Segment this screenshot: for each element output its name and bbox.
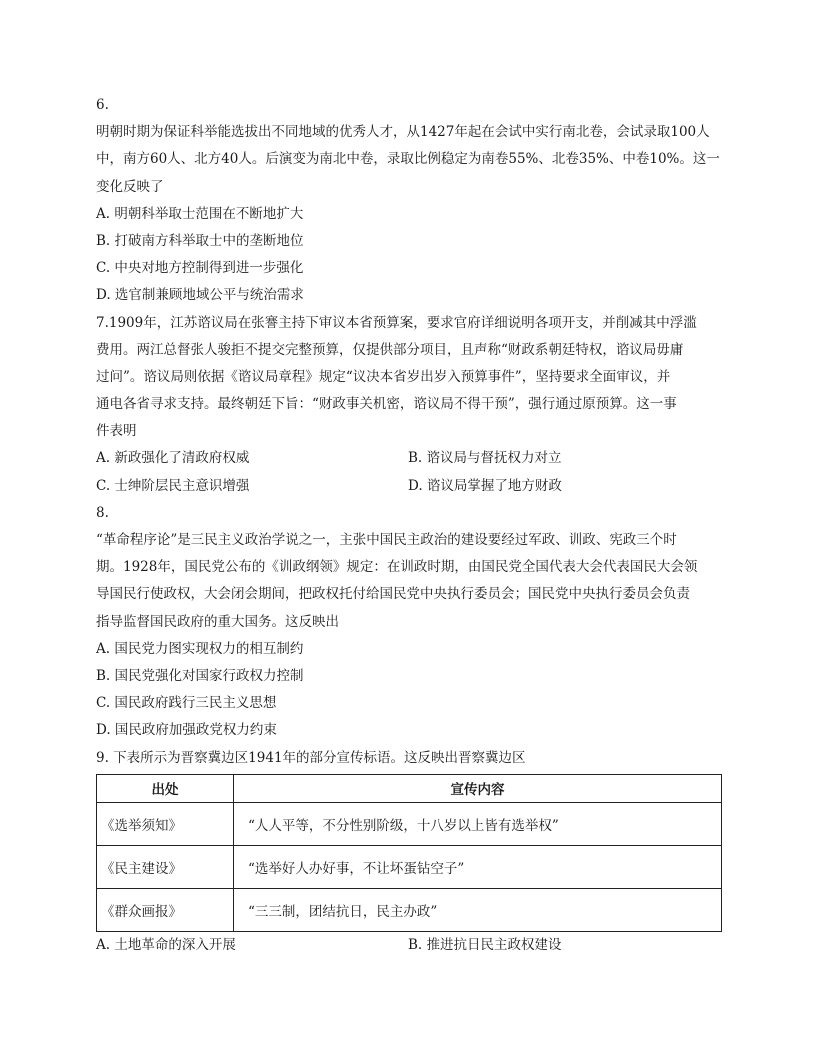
question-6 [96,92,724,310]
slogan-table [96,774,722,932]
option-d: D. 谘议局掌握了地方财政 [408,477,562,494]
question-stem-line: 指导监督国民政府的重大国务。这反映出 [96,613,339,630]
option-b: B. 打破南方科举取士中的垄断地位 [96,232,304,249]
question-stem-line: 费用。两江总督张人骏拒不提交完整预算，仅提供部分项目，且声称“财政系朝廷特权，谘议局毋庸 [96,341,684,358]
table-header-content: 宣传内容 [234,774,722,802]
table-row [97,802,722,845]
table-header-source: 出处 [97,774,234,802]
question-stem-line: 件表明 [96,423,137,440]
question-stem-line: 通电各省寻求支持。最终朝廷下旨：“财政事关机密，谘议局不得干预”，强行通过原预算。这一事 [96,396,677,413]
question-stem-line: 9. 下表所示为晋察冀边区1941年的部分宣传标语。这反映出晋察冀边区 [96,749,526,766]
question-number: 6. [96,97,109,113]
option-a: A. 土地革命的深入开展 [96,936,236,953]
option-row [96,473,724,500]
question-stem-line: 变化反映了 [96,178,164,195]
table-cell-content: “人人平等，不分性别阶级，十八岁以上皆有选举权” [234,802,722,845]
question-9 [96,745,724,959]
exam-page [96,92,724,959]
question-8 [96,500,724,745]
question-stem-line: 明朝时期为保证科举能选拔出不同地域的优秀人才，从1427年起在会试中实行南北卷，会试录取100人 [96,124,710,141]
table-cell-source: 《群众画报》 [97,888,234,931]
option-a: A. 新政强化了清政府权威 [96,450,250,467]
table-cell-source: 《民主建设》 [97,845,234,888]
option-b: B. 国民党强化对国家行政权力控制 [96,667,304,684]
option-d: D. 选官制兼顾地域公平与统治需求 [96,287,304,304]
question-stem-line: 7.1909年，江苏谘议局在张謇主持下审议本省预算案，要求官府详细说明各项开支，并削减其中浮滥 [96,314,697,331]
question-stem-line: 过问”。谘议局则依据《谘议局章程》规定“议决本省岁出岁入预算事件”，坚持要求全面审议，并 [96,368,671,385]
table-cell-source: 《选举须知》 [97,802,234,845]
question-stem-line: 导国民行使政权，大会闭会期间，把政权托付给国民党中央执行委员会；国民党中央执行委员会负责 [96,586,690,603]
option-a: A. 国民党力图实现权力的相互制约 [96,640,304,657]
table-row [97,845,722,888]
option-d: D. 国民政府加强政党权力约束 [96,722,277,739]
option-c: C. 士绅阶层民主意识增强 [96,477,250,494]
option-row [96,932,724,959]
table-header-row [97,774,722,802]
option-c: C. 中央对地方控制得到进一步强化 [96,260,304,277]
option-b: B. 推进抗日民主政权建设 [408,936,562,953]
option-a: A. 明朝科举取士范围在不断地扩大 [96,205,304,222]
question-stem-line: “革命程序论”是三民主义政治学说之一，主张中国民主政治的建设要经过军政、训政、宪政三个时 [96,532,677,548]
option-row [96,445,724,472]
option-b: B. 谘议局与督抚权力对立 [408,450,562,467]
table-row [97,888,722,931]
question-stem-line: 期。1928年，国民党公布的《训政纲领》规定：在训政时期，由国民党全国代表大会代表国民大会领 [96,559,698,576]
table-cell-content: “选举好人办好事，不让坏蛋钻空子” [234,845,722,888]
question-stem-line: 中，南方60人、北方40人。后演变为南北中卷，录取比例稳定为南卷55%、北卷35%、中卷10%。这一 [96,151,720,168]
question-number: 8. [96,504,109,521]
table-cell-content: “三三制，团结抗日，民主办政” [234,888,722,931]
question-7 [96,310,724,500]
option-c: C. 国民政府践行三民主义思想 [96,695,277,712]
